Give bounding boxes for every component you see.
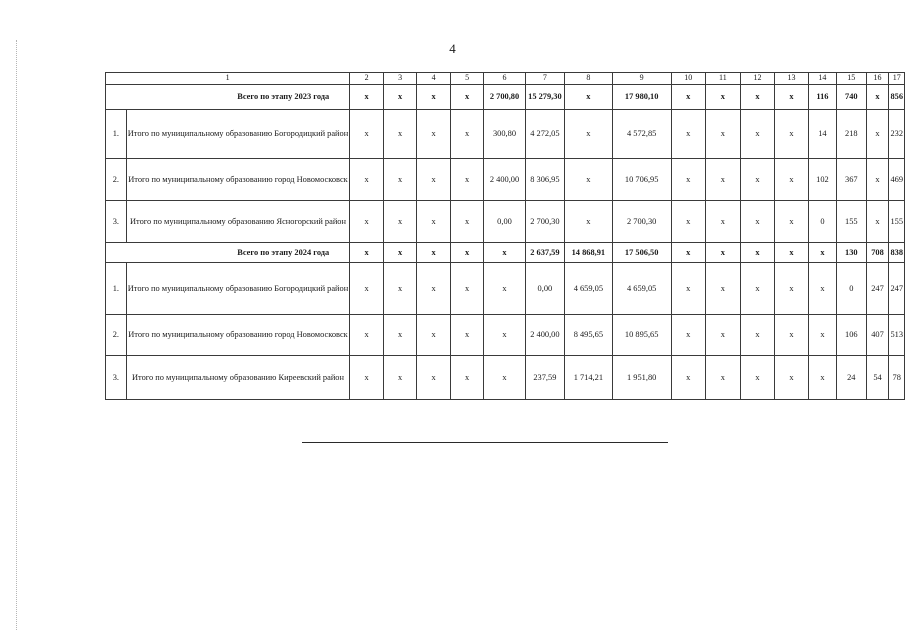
row-name: Итого по муниципальному образованию Богородицкий район bbox=[126, 110, 349, 159]
table-cell: 14 868,91 bbox=[564, 243, 612, 263]
table-cell: 232 bbox=[889, 110, 905, 159]
table-cell: x bbox=[350, 201, 384, 243]
table-cell: x bbox=[671, 85, 705, 110]
table-cell: 10 895,65 bbox=[612, 315, 671, 356]
table-cell: x bbox=[451, 110, 484, 159]
table-cell: x bbox=[671, 110, 705, 159]
column-header: 17 bbox=[889, 73, 905, 85]
column-header: 8 bbox=[564, 73, 612, 85]
table-cell: x bbox=[350, 85, 384, 110]
column-header: 9 bbox=[612, 73, 671, 85]
table-cell: 2 700,30 bbox=[525, 201, 564, 243]
scan-margin-dots bbox=[16, 40, 17, 630]
table-cell: 8 495,65 bbox=[564, 315, 612, 356]
table-cell: x bbox=[384, 263, 417, 315]
column-header: 5 bbox=[451, 73, 484, 85]
table-cell: x bbox=[671, 243, 705, 263]
table-cell: x bbox=[740, 85, 774, 110]
table-cell: x bbox=[705, 110, 740, 159]
table-cell: x bbox=[705, 85, 740, 110]
table-cell: 116 bbox=[808, 85, 836, 110]
table-cell: 17 506,50 bbox=[612, 243, 671, 263]
column-header: 6 bbox=[484, 73, 526, 85]
table-cell: x bbox=[384, 315, 417, 356]
table-cell: x bbox=[384, 201, 417, 243]
table-cell: 247 bbox=[866, 263, 889, 315]
table-cell: x bbox=[417, 201, 451, 243]
row-name: Итого по муниципальному образованию Богородицкий район bbox=[126, 263, 349, 315]
table-cell: 17 980,10 bbox=[612, 85, 671, 110]
column-header: 12 bbox=[740, 73, 774, 85]
table-cell: 4 272,05 bbox=[525, 110, 564, 159]
table-cell: 469 bbox=[889, 159, 905, 201]
table-body bbox=[106, 73, 905, 400]
table-cell: 2 637,59 bbox=[525, 243, 564, 263]
column-header: 2 bbox=[350, 73, 384, 85]
table-cell: x bbox=[671, 263, 705, 315]
row-number: 2. bbox=[106, 315, 127, 356]
table-cell: x bbox=[705, 159, 740, 201]
table-cell: x bbox=[866, 201, 889, 243]
table-row bbox=[106, 110, 905, 159]
table-cell: x bbox=[451, 159, 484, 201]
table-cell: 247 bbox=[889, 263, 905, 315]
row-name: Итого по муниципальному образованию город Новомосковск bbox=[126, 315, 349, 356]
table-cell: 2 400,00 bbox=[525, 315, 564, 356]
row-number: 1. bbox=[106, 263, 127, 315]
table-cell: x bbox=[417, 110, 451, 159]
table-cell: x bbox=[740, 243, 774, 263]
table-cell: x bbox=[350, 243, 384, 263]
table-cell: x bbox=[808, 263, 836, 315]
page-number: 4 bbox=[449, 41, 456, 56]
table-cell: x bbox=[866, 110, 889, 159]
row-name: Итого по муниципальному образованию город Новомосковск bbox=[126, 159, 349, 201]
closing-rule bbox=[302, 442, 668, 443]
table-cell: x bbox=[451, 243, 484, 263]
table-cell: 2 700,80 bbox=[484, 85, 526, 110]
table-cell: x bbox=[775, 85, 809, 110]
table-cell: x bbox=[384, 356, 417, 400]
table-cell: x bbox=[484, 356, 526, 400]
table-cell: x bbox=[775, 243, 809, 263]
table-cell: 1 951,80 bbox=[612, 356, 671, 400]
table-cell: 740 bbox=[837, 85, 867, 110]
table-cell: 513 bbox=[889, 315, 905, 356]
row-name: Итого по муниципальному образованию Ясногорский район bbox=[126, 201, 349, 243]
row-number: 1. bbox=[106, 110, 127, 159]
table-cell: x bbox=[705, 315, 740, 356]
table-cell: 0,00 bbox=[525, 263, 564, 315]
column-header: 3 bbox=[384, 73, 417, 85]
table-cell: x bbox=[705, 243, 740, 263]
total-row bbox=[106, 85, 905, 110]
table-cell: x bbox=[417, 315, 451, 356]
table-cell: x bbox=[775, 159, 809, 201]
table-row bbox=[106, 159, 905, 201]
table-cell: x bbox=[705, 201, 740, 243]
table-cell: 237,59 bbox=[525, 356, 564, 400]
table-cell: x bbox=[417, 85, 451, 110]
table-cell: x bbox=[808, 356, 836, 400]
table-cell: x bbox=[671, 315, 705, 356]
table-cell: x bbox=[775, 110, 809, 159]
table-cell: 106 bbox=[837, 315, 867, 356]
table-cell: 407 bbox=[866, 315, 889, 356]
table-cell: 78 bbox=[889, 356, 905, 400]
table-row bbox=[106, 201, 905, 243]
row-number: 3. bbox=[106, 356, 127, 400]
table-cell: x bbox=[808, 315, 836, 356]
table-cell: x bbox=[417, 356, 451, 400]
column-header: 13 bbox=[775, 73, 809, 85]
table-cell: x bbox=[350, 315, 384, 356]
table-cell: 0 bbox=[808, 201, 836, 243]
column-header: 11 bbox=[705, 73, 740, 85]
table-cell: 708 bbox=[866, 243, 889, 263]
table-cell: x bbox=[384, 85, 417, 110]
header-row bbox=[106, 73, 905, 85]
table-cell: x bbox=[350, 263, 384, 315]
data-table bbox=[105, 72, 905, 400]
table-cell: x bbox=[775, 263, 809, 315]
table-cell: x bbox=[775, 356, 809, 400]
row-number: 2. bbox=[106, 159, 127, 201]
table-cell: x bbox=[740, 263, 774, 315]
row-name: Всего по этапу 2024 года bbox=[106, 243, 350, 263]
total-row bbox=[106, 243, 905, 263]
table-cell: x bbox=[564, 110, 612, 159]
table-cell: 0 bbox=[837, 263, 867, 315]
table-row bbox=[106, 315, 905, 356]
column-header: 15 bbox=[837, 73, 867, 85]
table-cell: x bbox=[384, 110, 417, 159]
table-cell: x bbox=[451, 201, 484, 243]
table-cell: 155 bbox=[837, 201, 867, 243]
table-cell: x bbox=[775, 315, 809, 356]
table-cell: x bbox=[451, 315, 484, 356]
table-cell: x bbox=[417, 159, 451, 201]
table-cell: x bbox=[451, 263, 484, 315]
table-cell: x bbox=[705, 263, 740, 315]
table-cell: 1 714,21 bbox=[564, 356, 612, 400]
table-cell: x bbox=[740, 159, 774, 201]
table-cell: 4 659,05 bbox=[564, 263, 612, 315]
table-cell: x bbox=[671, 159, 705, 201]
table-cell: 0,00 bbox=[484, 201, 526, 243]
table-cell: x bbox=[671, 201, 705, 243]
table-cell: x bbox=[417, 263, 451, 315]
table-cell: x bbox=[808, 243, 836, 263]
table-cell: x bbox=[740, 315, 774, 356]
table-cell: x bbox=[740, 356, 774, 400]
table-cell: 367 bbox=[837, 159, 867, 201]
column-header: 4 bbox=[417, 73, 451, 85]
column-header: 14 bbox=[808, 73, 836, 85]
table-cell: 4 659,05 bbox=[612, 263, 671, 315]
table-cell: 838 bbox=[889, 243, 905, 263]
column-header: 1 bbox=[106, 73, 350, 85]
table-cell: 2 700,30 bbox=[612, 201, 671, 243]
table-cell: 218 bbox=[837, 110, 867, 159]
table-cell: 10 706,95 bbox=[612, 159, 671, 201]
column-header: 10 bbox=[671, 73, 705, 85]
table-cell: x bbox=[417, 243, 451, 263]
table-cell: x bbox=[705, 356, 740, 400]
table-cell: x bbox=[484, 243, 526, 263]
table-cell: 130 bbox=[837, 243, 867, 263]
table-row bbox=[106, 263, 905, 315]
table-cell: x bbox=[484, 263, 526, 315]
table-cell: x bbox=[384, 159, 417, 201]
table-cell: 24 bbox=[837, 356, 867, 400]
table-cell: 300,80 bbox=[484, 110, 526, 159]
table-cell: x bbox=[350, 110, 384, 159]
table-cell: 856 bbox=[889, 85, 905, 110]
table-cell: 14 bbox=[808, 110, 836, 159]
table-cell: x bbox=[866, 85, 889, 110]
table-row bbox=[106, 356, 905, 400]
table-cell: x bbox=[384, 243, 417, 263]
table-cell: x bbox=[740, 110, 774, 159]
table-cell: 102 bbox=[808, 159, 836, 201]
table-cell: 8 306,95 bbox=[525, 159, 564, 201]
table-cell: x bbox=[564, 85, 612, 110]
table-cell: x bbox=[775, 201, 809, 243]
table-cell: x bbox=[740, 201, 774, 243]
table-cell: x bbox=[350, 159, 384, 201]
column-header: 16 bbox=[866, 73, 889, 85]
table-cell: x bbox=[350, 356, 384, 400]
table-cell: x bbox=[564, 201, 612, 243]
row-name: Итого по муниципальному образованию Киреевский район bbox=[126, 356, 349, 400]
table-cell: 155 bbox=[889, 201, 905, 243]
table-cell: 4 572,85 bbox=[612, 110, 671, 159]
table-cell: 15 279,30 bbox=[525, 85, 564, 110]
column-header: 7 bbox=[525, 73, 564, 85]
table-cell: x bbox=[451, 85, 484, 110]
table-cell: x bbox=[671, 356, 705, 400]
table-cell: x bbox=[484, 315, 526, 356]
table-cell: x bbox=[451, 356, 484, 400]
table-cell: x bbox=[564, 159, 612, 201]
table-cell: 54 bbox=[866, 356, 889, 400]
row-name: Всего по этапу 2023 года bbox=[106, 85, 350, 110]
table-cell: x bbox=[866, 159, 889, 201]
row-number: 3. bbox=[106, 201, 127, 243]
table-cell: 2 400,00 bbox=[484, 159, 526, 201]
